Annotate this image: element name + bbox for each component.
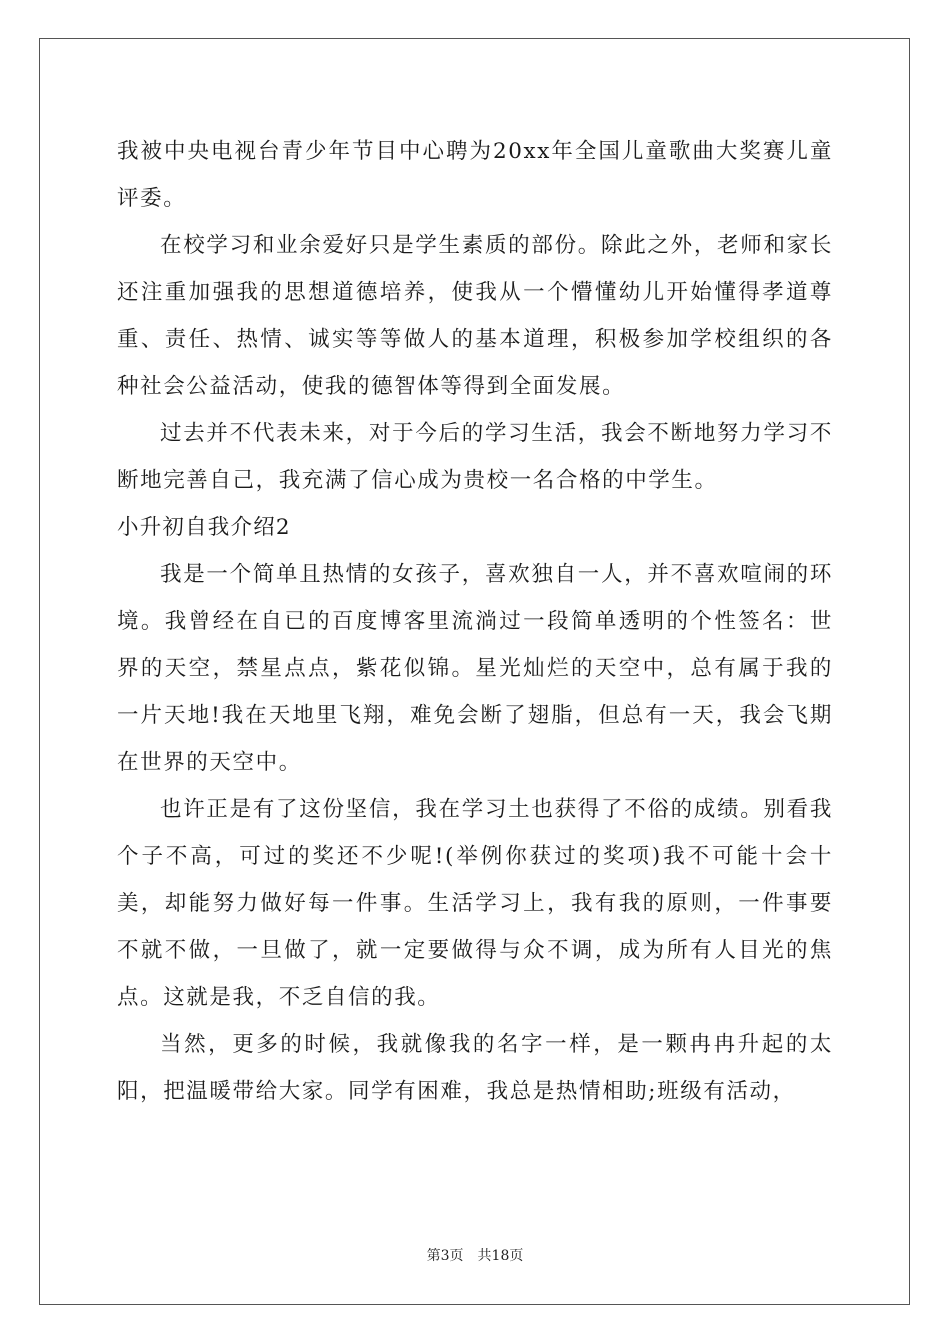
paragraph: 过去并不代表未来，对于今后的学习生活，我会不断地努力学习不断地完善自己，我充满了信心成为贵校一名合格的中学生。	[117, 421, 833, 493]
paragraph: 也许正是有了这份坚信，我在学习土也获得了不俗的成绩。别看我个子不高，可过的奖还不少呢!(举例你获过的奖项)我不可能十会十美，却能努力做好每一件事。生活学习上，我有我的原则，一件事要不就不做，一旦做了，就一定要做得与众不调，成为所有人目光的焦点。这就是我，不乏自信的我。	[117, 797, 833, 1010]
paragraph: 我是一个简单且热情的女孩子，喜欢独自一人，并不喜欢喧闹的环境。我曾经在自已的百度博客里流淌过一段简单透明的个性签名：世界的天空，禁星点点，紫花似锦。星光灿烂的天空中，总有属于我的一片天地!我在天地里飞翔，难免会断了翅脂，但总有一天，我会飞期在世界的天空中。	[117, 562, 833, 775]
paragraph: 我被中央电视台青少年节目中心聘为20xx年全国儿童歌曲大奖赛儿童评委。	[117, 139, 833, 211]
page-footer: 第3页 共18页	[426, 1248, 524, 1264]
document-body	[117, 128, 833, 1115]
paragraph: 当然，更多的时候，我就像我的名字一样，是一颗冉冉升起的太阳，把温暖带给大家。同学有困难，我总是热情相助;班级有活动，	[117, 1032, 833, 1104]
paragraph: 在校学习和业余爱好只是学生素质的部份。除此之外，老师和家长还注重加强我的思想道德培养，使我从一个懵懂幼儿开始懂得孝道尊重、责任、热情、诚实等等做人的基本道理，积极参加学校组织的各种社会公益活动，使我的德智体等得到全面发展。	[117, 233, 833, 399]
section-heading: 小升初自我介绍2	[117, 515, 291, 540]
